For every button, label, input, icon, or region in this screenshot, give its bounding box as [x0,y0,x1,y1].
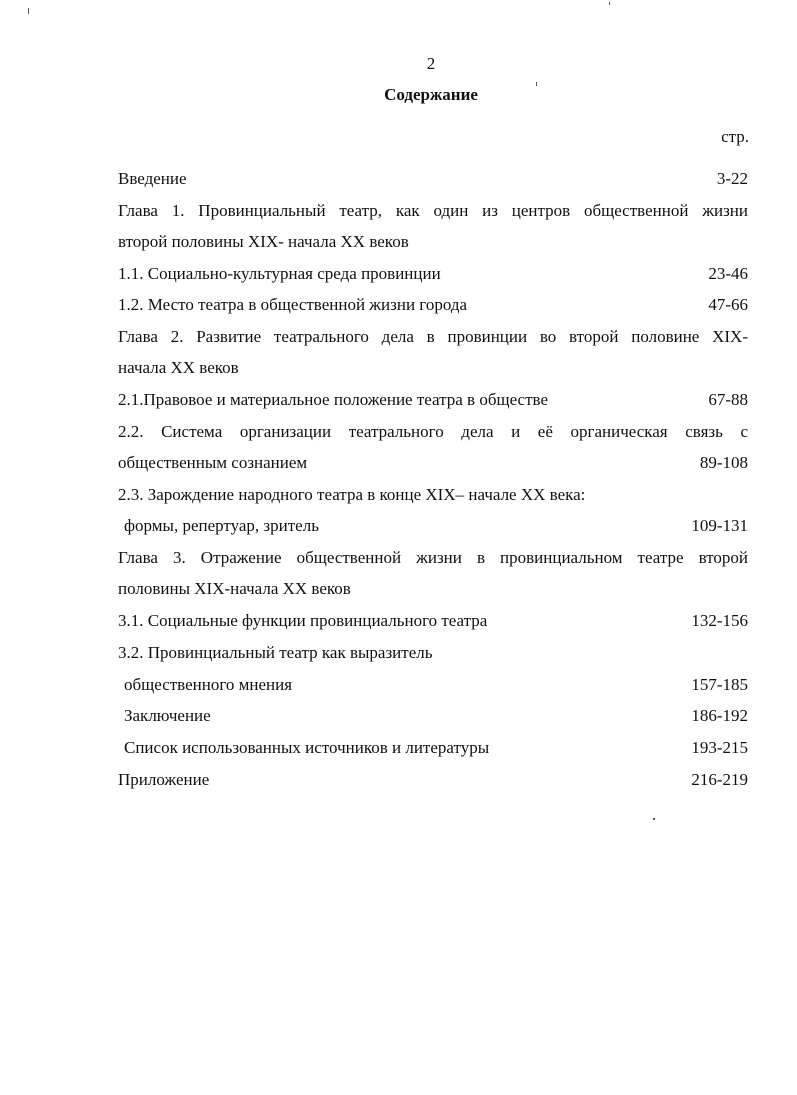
toc-entry-label: Заключение [124,706,211,725]
toc-entry-chapter-2-cont[interactable] [118,355,748,381]
toc-entry-3-2-cont[interactable] [124,672,748,698]
toc-entry-pages: 3-22 [716,169,748,188]
toc-entry-introduction[interactable] [118,166,748,192]
toc-entry-label: половины XIX-начала XX веков [118,579,351,598]
toc-entry-label: Глава 1. Провинциальный театр, как один из центров общественной жизни [118,201,748,220]
pages-column-header: стр. [721,127,749,146]
toc-entry-label: Введение [118,169,187,188]
toc-entry-chapter-3[interactable] [118,545,748,571]
toc-entry-pages: 23-46 [708,264,748,283]
toc-entry-2-3-cont[interactable] [124,513,748,539]
toc-entry-chapter-3-cont[interactable] [118,576,748,602]
toc-entry-2-2-cont[interactable] [118,450,748,476]
toc-entry-label: формы, репертуар, зритель [124,516,319,535]
toc-entry-pages: 67-88 [708,390,748,409]
toc-entry-chapter-1-cont[interactable] [118,229,748,255]
toc-entry-pages: 216-219 [691,770,748,789]
toc-entry-1-1[interactable] [118,261,748,287]
toc-entry-label: общественным сознанием [118,453,308,472]
toc-entry-2-3[interactable] [118,482,748,508]
toc-entry-label: 1.2. Место театра в общественной жизни города [118,295,468,314]
toc-entry-pages: 89-108 [699,453,748,472]
toc-entry-chapter-1[interactable] [118,198,748,224]
toc-entry-1-2[interactable] [118,292,748,318]
toc-entry-conclusion[interactable] [124,703,748,729]
scan-speck [653,818,655,820]
toc-entry-chapter-2[interactable] [118,324,748,350]
toc-entry-pages: 109-131 [691,516,748,535]
toc-entry-3-1[interactable] [118,608,748,634]
toc-entry-pages: 193-215 [691,738,748,757]
toc-entry-pages: 186-192 [691,706,748,725]
toc-entry-label: Глава 3. Отражение общественной жизни в провинциальном театре второй [118,548,748,567]
toc-entry-label: 2.3. Зарождение народного театра в конце XIX– начале XX века: [118,485,586,504]
toc-entry-label: Приложение [118,770,210,789]
toc-entry-label: Глава 2. Развитие театрального дела в провинции во второй половине XIX- [118,327,748,346]
toc-entry-label: общественного мнения [124,675,293,694]
toc-entry-label: Список использованных источников и литературы [124,738,490,757]
toc-entry-label: 1.1. Социально-культурная среда провинции [118,264,441,283]
toc-entry-pages: 157-185 [691,675,748,694]
page-number: 2 [426,54,436,73]
toc-entry-pages: 132-156 [691,611,748,630]
toc-entry-bibliography[interactable] [124,735,748,761]
toc-entry-2-2[interactable] [118,419,748,445]
scan-speck [609,2,610,5]
toc-entry-3-2[interactable] [118,640,748,666]
toc-entry-label: 3.1. Социальные функции провинциального театра [118,611,488,630]
toc-entry-label: 2.1.Правовое и материальное положение театра в обществе [118,390,548,409]
toc-entry-appendix[interactable] [118,767,748,793]
toc-entry-label: начала XX веков [118,358,239,377]
toc-entry-2-1[interactable] [118,387,748,413]
toc-entry-pages: 47-66 [708,295,748,314]
toc-entry-label: второй половины XIX- начала XX веков [118,232,409,251]
scan-speck [28,8,29,14]
page-title: Содержание [384,85,478,104]
toc-entry-label: 3.2. Провинциальный театр как выразитель [118,643,433,662]
toc-entry-label: 2.2. Система организации театрального дела и её органическая связь с [118,422,748,441]
